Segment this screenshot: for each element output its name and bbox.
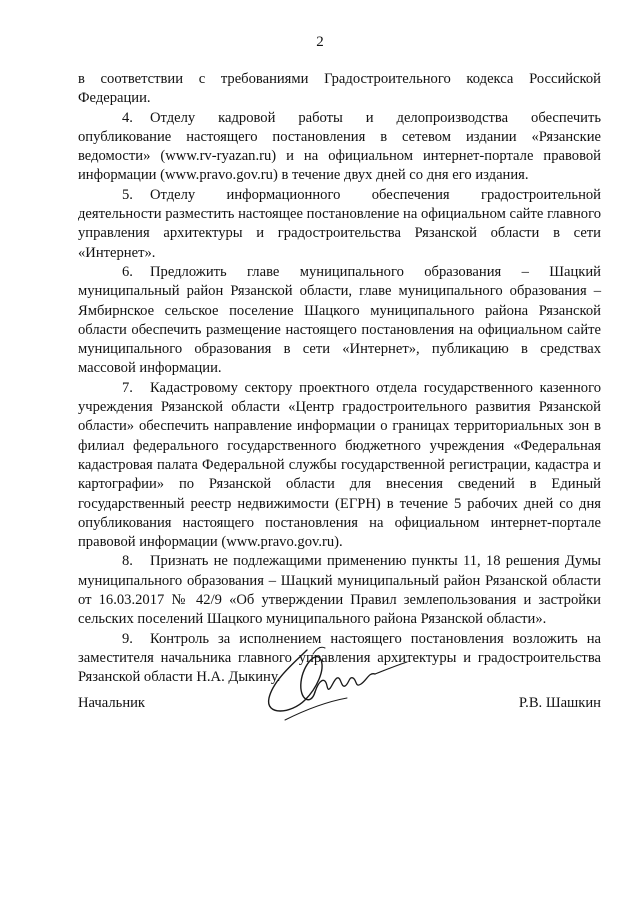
paragraph-number: 4. (122, 109, 133, 126)
document-body (78, 70, 601, 688)
paragraph-number: 6. (122, 263, 133, 280)
paragraph-number: 5. (122, 186, 133, 203)
signer-name: Р.В. Шашкин (518, 695, 601, 711)
paragraph-number: 9. (122, 630, 133, 647)
paragraph-number: 8. (122, 553, 133, 570)
paragraph-text: Контроль за исполнением настоящего постановления возложить на заместителя начальника главного управления архитектуры и градостроительства Рязанской области Н.А. Дыкину. (78, 630, 601, 686)
paragraph-text: Отделу кадровой работы и делопроизводства обеспечить опубликование настоящего постановления в сетевом издании «Рязанские ведомости» (www.rv-ryazan.ru) и на официальном интернет-портале правовой информации (www.pravo.gov.ru) в течение двух дней со дня его издания. (78, 109, 601, 184)
paragraph-item-4 (78, 109, 601, 186)
paragraph-text: Отделу информационного обеспечения градостроительной деятельности разместить настоящее постановление на официальном сайте главного управления архитектуры и градостроительства Рязанской области в сети «Интернет». (78, 186, 601, 261)
page-number: 2 (316, 34, 324, 50)
signer-position: Начальник (78, 695, 146, 711)
paragraph-item-6 (78, 263, 601, 379)
paragraph-text: в соответствии с требованиями Градостроительного кодекса Российской Федерации. (78, 71, 601, 107)
paragraph-continuation (78, 70, 601, 109)
handwritten-signature (255, 640, 415, 730)
paragraph-text: Кадастровому сектору проектного отдела государственного казенного учреждения Рязанской области «Центр градостроительного развития Рязанской области» обеспечить направление информации о границах территориальных зон в филиал федерального государственного бюджетного учреждения «Федеральная кадастровая палата Федеральной службы государственной регистрации, кадастра и картографии» по Рязанской области для внесения сведений в Единый государственный реестр недвижимости (ЕГРН) в течение 5 рабочих дней со дня опубликования настоящего постановления на официальном интернет-портале правовой информации (www.pravo.gov.ru). (78, 379, 601, 551)
paragraph-item-7 (78, 379, 601, 553)
paragraph-text: Признать не подлежащими применению пункты 11, 18 решения Думы муниципального образования – Шацкий муниципальный район Рязанской области от 16.03.2017 № 42/9 «Об утверждении Правил землепользования и застройки сельских поселений Шацкого муниципального района Рязанской области». (78, 553, 601, 628)
paragraph-item-5 (78, 186, 601, 263)
paragraph-text: Предложить главе муниципального образования – Шацкий муниципальный район Рязанской области, главе муниципального образования – Ямбирнское сельское поселение Шацкого муниципального района Рязанской области обеспечить размещение настоящего постановления на официальном сайте муниципального образования в сети «Интернет», публикацию в средствах массовой информации. (78, 263, 601, 377)
paragraph-number: 7. (122, 379, 133, 396)
paragraph-item-8 (78, 552, 601, 629)
